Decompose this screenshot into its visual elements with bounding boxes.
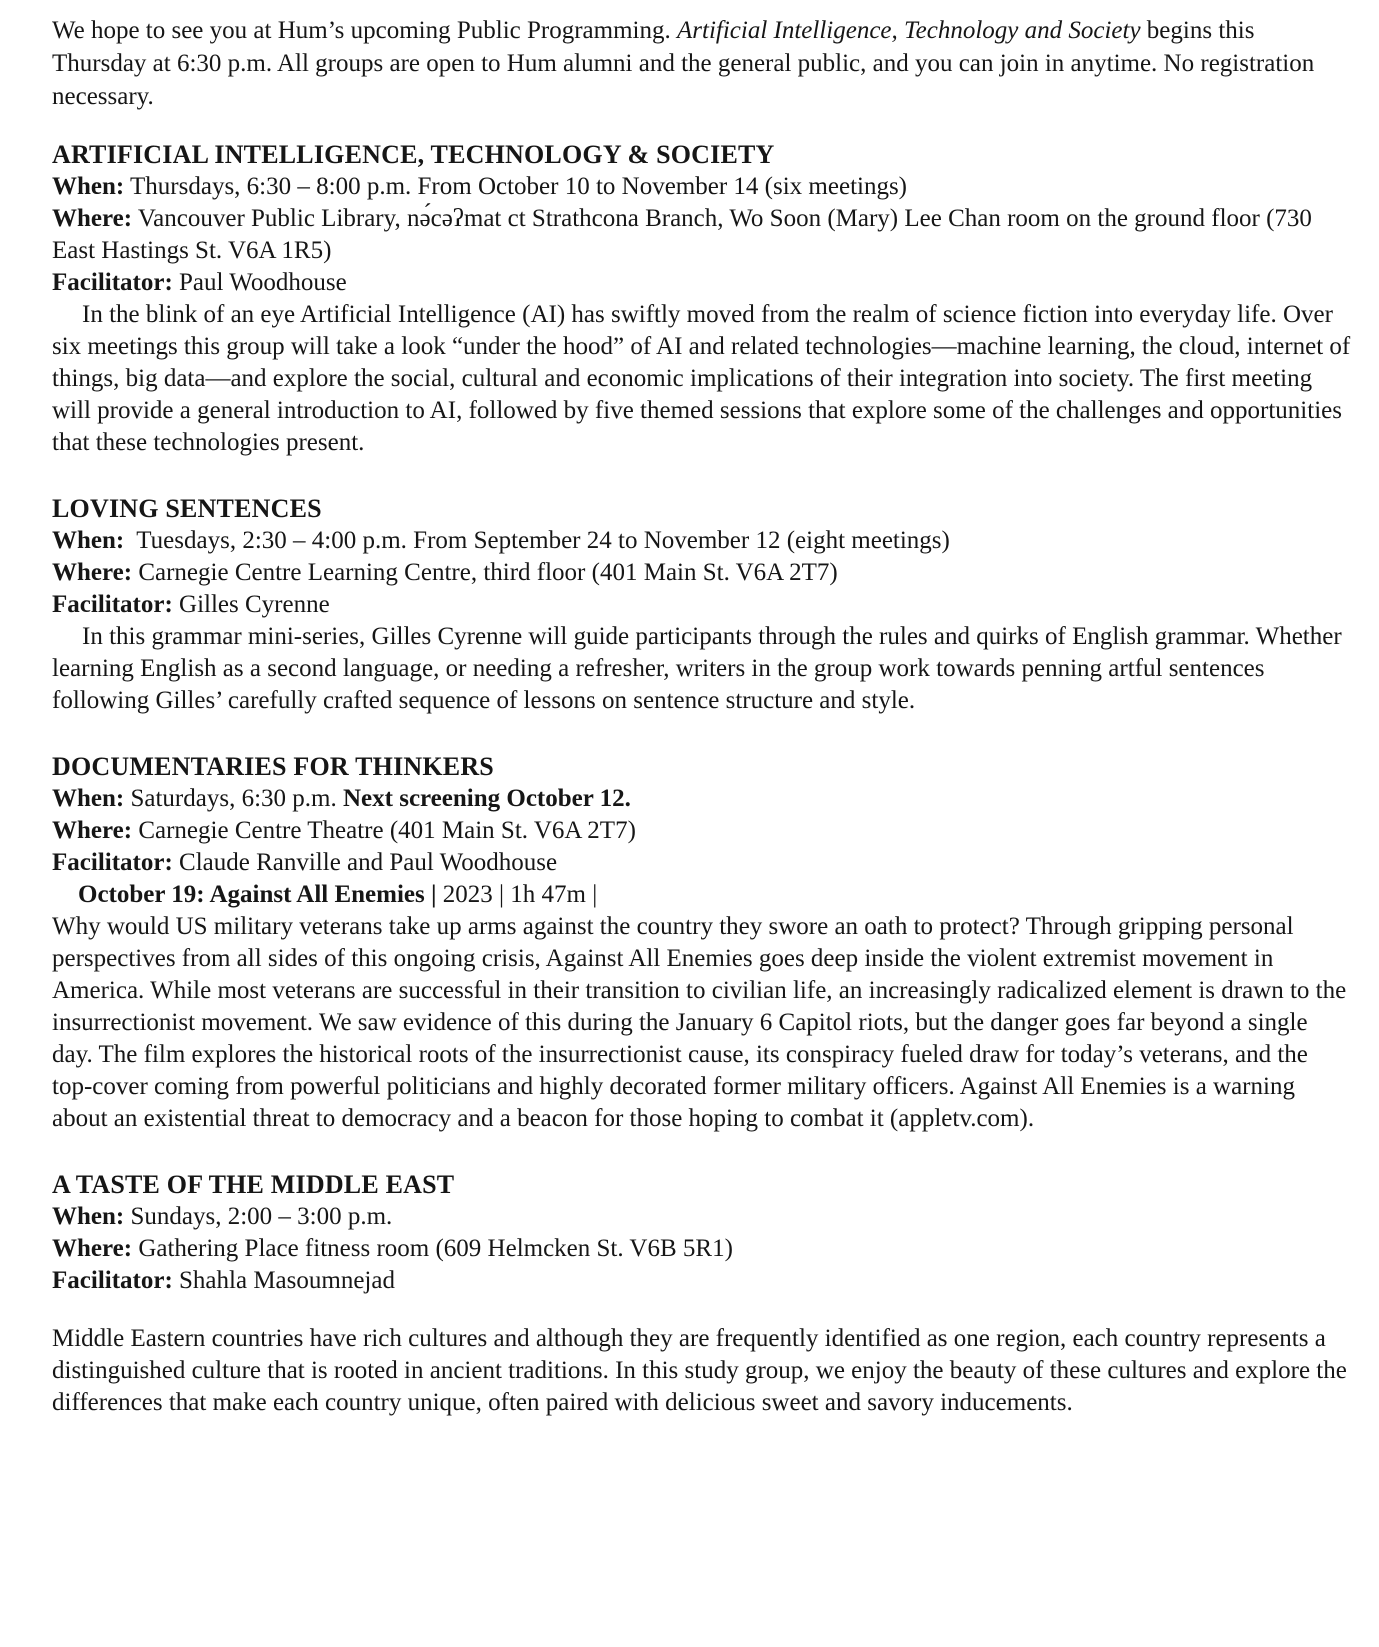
program-where	[52, 203, 1352, 267]
facilitator-value: Gilles Cyrenne	[172, 591, 330, 618]
program-description: Why would US military veterans take up arms against the country they swore an oath to protect? Through gripping personal perspectives from all sides of this ongoing crisis, Against All Enemies goes deep inside the violent extremist movement in America. While most veterans are successful in their transition to civilian life, an increasingly radicalized element is drawn to the insurrectionist movement. We saw evidence of this during the January 6 Capitol riots, but the danger goes far beyond a single day. The film explores the historical roots of the insurrectionist cause, its conspiracy fueled draw for today’s veterans, and the top-cover coming from powerful politicians and highly decorated former military officers. Against All Enemies is a warning about an existential threat to democracy and a beacon for those hoping to combat it (appletv.com).	[52, 913, 1347, 1132]
intro-paragraph	[52, 14, 1352, 113]
when-label: When:	[52, 785, 125, 812]
program-title: LOVING SENTENCES	[52, 494, 322, 523]
program-taste-of-middle-east	[52, 1169, 1352, 1419]
where-label: Where:	[52, 559, 133, 586]
program-when	[52, 1201, 1352, 1233]
when-value: Sundays, 2:00 – 3:00 p.m.	[124, 1203, 393, 1230]
program-description: In the blink of an eye Artificial Intelligence (AI) has swiftly moved from the realm of science fiction into everyday life. Over six meetings this group will take a look “under the hood” of AI and related technologies—machine learning, the cloud, internet of things, big data—and explore the social, cultural and economic implications of their integration into society. The first meeting will provide a general introduction to AI, followed by five themed sessions that explore some of the challenges and opportunities that these technologies present.	[52, 301, 1351, 456]
program-facilitator	[52, 267, 1352, 299]
facilitator-label: Facilitator:	[52, 849, 173, 876]
program-when	[52, 171, 1352, 203]
when-label: When:	[52, 1203, 125, 1230]
intro-text-start: We hope to see you at Hum’s upcoming Public Programming.	[52, 17, 677, 44]
film-listing	[52, 879, 1352, 911]
when-value: Saturdays, 6:30 p.m.	[124, 785, 343, 812]
program-title: DOCUMENTARIES FOR THINKERS	[52, 752, 494, 781]
program-loving-sentences	[52, 493, 1352, 717]
spacer	[52, 1297, 1352, 1323]
when-value: Thursdays, 6:30 – 8:00 p.m. From October 10 to November 14 (six meetings)	[124, 173, 908, 200]
where-label: Where:	[52, 205, 133, 232]
facilitator-value: Claude Ranville and Paul Woodhouse	[172, 849, 558, 876]
facilitator-label: Facilitator:	[52, 1267, 173, 1294]
program-where	[52, 1233, 1352, 1265]
where-label: Where:	[52, 817, 133, 844]
program-where	[52, 815, 1352, 847]
program-facilitator	[52, 847, 1352, 879]
where-value: Vancouver Public Library, nə́cəʔmat ct Strathcona Branch, Wo Soon (Mary) Lee Chan room on the ground floor (730 East Hastings St. V6A 1R5)	[52, 205, 1312, 264]
program-description: Middle Eastern countries have rich cultures and although they are frequently identified as one region, each country represents a distinguished culture that is rooted in ancient traditions. In this study group, we enjoy the beauty of these cultures and explore the differences that make each country unique, often paired with delicious sweet and savory inducements.	[52, 1325, 1347, 1416]
program-when	[52, 783, 1352, 815]
next-screening: Next screening October 12.	[342, 785, 631, 812]
film-title: October 19: Against All Enemies |	[78, 881, 437, 908]
facilitator-label: Facilitator:	[52, 591, 173, 618]
intro-text-end: begins this Thursday at 6:30 p.m. All groups are open to Hum alumni and the general public, and you can join in anytime. No registration necessary.	[52, 17, 1315, 110]
program-where	[52, 557, 1352, 589]
where-label: Where:	[52, 1235, 133, 1262]
where-value: Carnegie Centre Theatre (401 Main St. V6A 2T7)	[132, 817, 636, 844]
program-facilitator	[52, 589, 1352, 621]
program-title: A TASTE OF THE MIDDLE EAST	[52, 1170, 455, 1199]
where-value: Carnegie Centre Learning Centre, third floor (401 Main St. V6A 2T7)	[132, 559, 838, 586]
when-value: Tuesdays, 2:30 – 4:00 p.m. From September 24 to November 12 (eight meetings)	[124, 527, 950, 554]
program-title: ARTIFICIAL INTELLIGENCE, TECHNOLOGY & SOCIETY	[52, 140, 775, 169]
facilitator-value: Shahla Masoumnejad	[172, 1267, 395, 1294]
program-documentaries-for-thinkers	[52, 751, 1352, 1135]
film-meta: 2023 | 1h 47m |	[436, 881, 598, 908]
program-facilitator	[52, 1265, 1352, 1297]
where-value: Gathering Place fitness room (609 Helmcken St. V6B 5R1)	[132, 1235, 733, 1262]
program-ai-technology-society	[52, 139, 1352, 459]
when-label: When:	[52, 527, 125, 554]
when-label: When:	[52, 173, 125, 200]
program-when	[52, 525, 1352, 557]
program-description: In this grammar mini-series, Gilles Cyrenne will guide participants through the rules and quirks of English grammar. Whether learning English as a second language, or needing a refresher, writers in the group work towards penning artful sentences following Gilles’ carefully crafted sequence of lessons on sentence structure and style.	[52, 623, 1342, 714]
intro-program-title: Artificial Intelligence, Technology and Society	[677, 17, 1141, 44]
facilitator-label: Facilitator:	[52, 269, 173, 296]
newsletter-page	[52, 14, 1352, 1419]
facilitator-value: Paul Woodhouse	[172, 269, 347, 296]
